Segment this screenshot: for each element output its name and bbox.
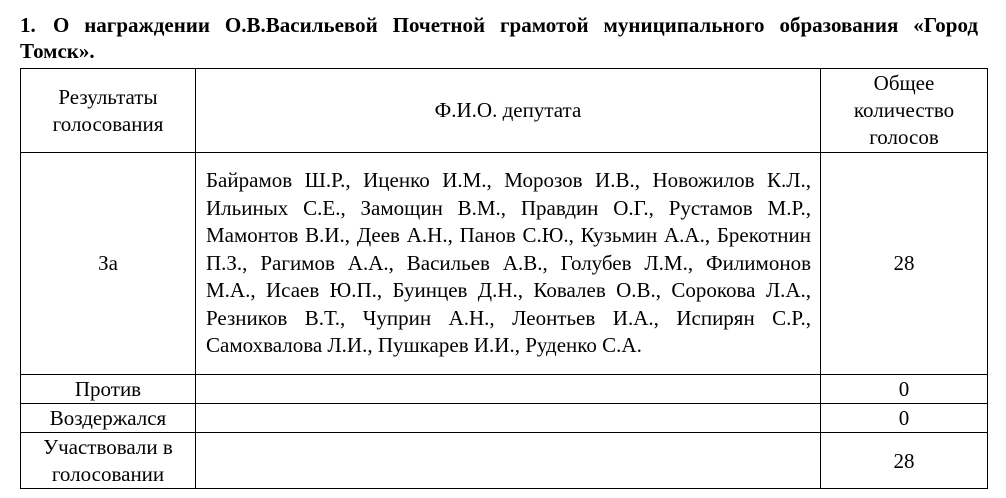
deputies-list-participated bbox=[196, 433, 821, 489]
header-deputy-name: Ф.И.О. депутата bbox=[196, 69, 821, 153]
agenda-item-number: 1. bbox=[20, 13, 36, 37]
vote-count-against: 0 bbox=[821, 375, 988, 404]
table-row-abstained bbox=[21, 404, 988, 433]
result-label-abstained: Воздержался bbox=[21, 404, 196, 433]
result-label-participated: Участвовали в голосовании bbox=[21, 433, 196, 489]
agenda-item-title: О награждении О.В.Васильевой Почетной грамотой муниципального образования «Город Томск». bbox=[20, 13, 978, 63]
agenda-item-heading bbox=[20, 12, 978, 64]
deputies-list-for: Байрамов Ш.Р., Иценко И.М., Морозов И.В., Новожилов К.Л., Ильиных С.Е., Замощин В.М., Правдин О.Г., Рустамов М.Р., Мамонтов В.И., Деев А.Н., Панов С.Ю., Кузьмин А.А., Брекотнин П.З., Рагимов А.А., Васильев А.В., Голубев Л.М., Филимонов М.А., Исаев Ю.П., Буинцев Д.Н., Ковалев О.В., Сорокова Л.А., Резников В.Т., Чуприн А.Н., Леонтьев И.А., Испирян С.Р., Самохвалова Л.И., Пушкарев И.И., Руденко С.А. bbox=[196, 153, 821, 375]
voting-results-table bbox=[20, 68, 988, 489]
table-row-participated bbox=[21, 433, 988, 489]
header-results: Результаты голосования bbox=[21, 69, 196, 153]
result-label-for: За bbox=[21, 153, 196, 375]
table-row-against bbox=[21, 375, 988, 404]
vote-count-abstained: 0 bbox=[821, 404, 988, 433]
deputies-list-against bbox=[196, 375, 821, 404]
table-header-row bbox=[21, 69, 988, 153]
header-total-votes: Общее количество голосов bbox=[821, 69, 988, 153]
table-row-for bbox=[21, 153, 988, 375]
vote-count-for: 28 bbox=[821, 153, 988, 375]
vote-count-participated: 28 bbox=[821, 433, 988, 489]
result-label-against: Против bbox=[21, 375, 196, 404]
deputies-list-abstained bbox=[196, 404, 821, 433]
